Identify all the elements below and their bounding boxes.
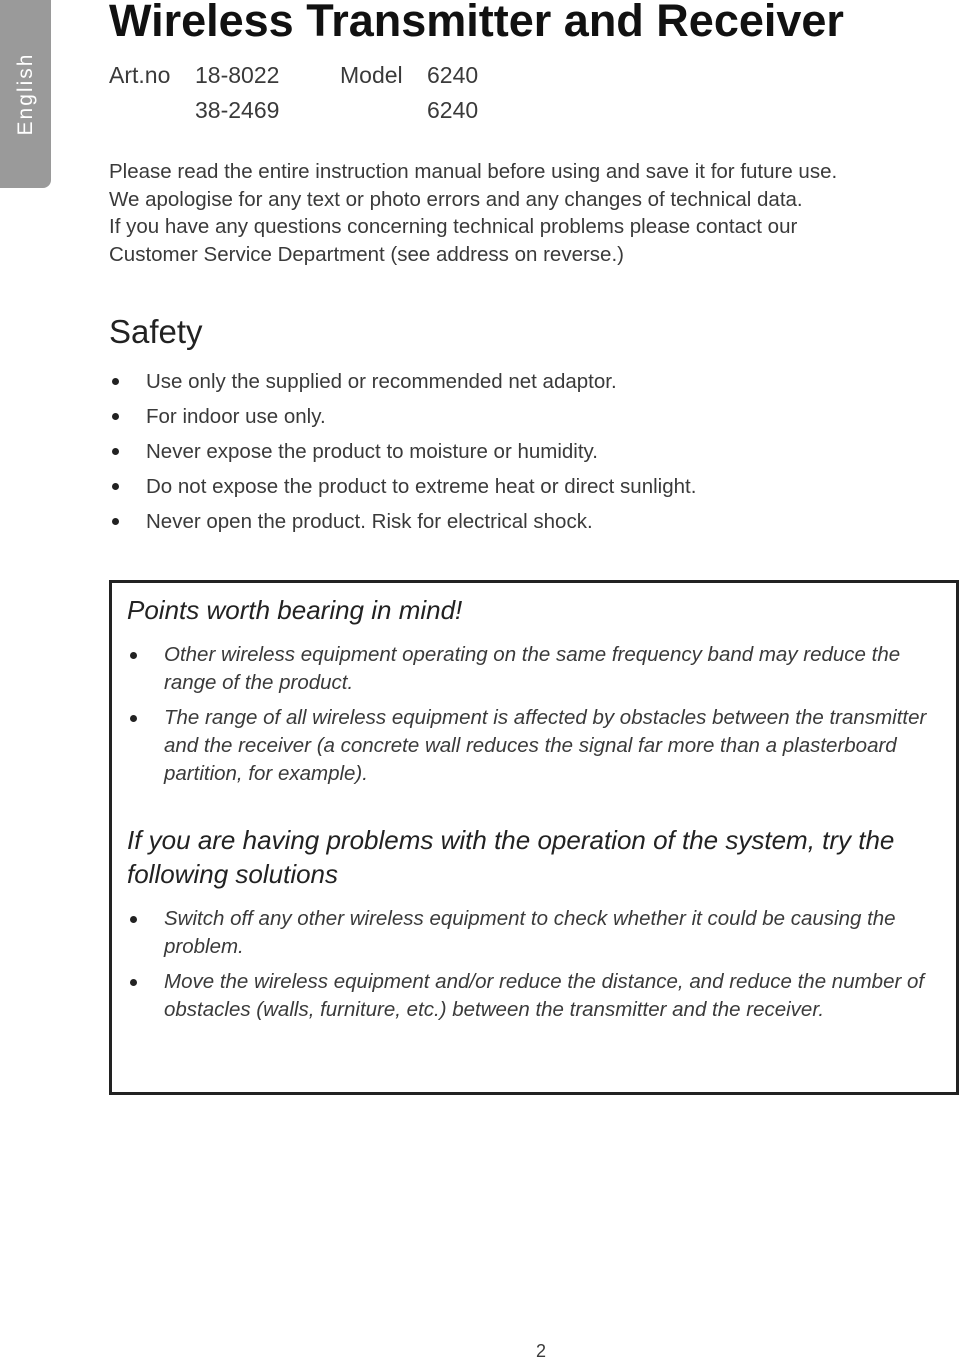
list-item: Other wireless equipment operating on the same frequency band may reduce the range of the product. [127, 641, 937, 697]
model-label: Model [340, 62, 403, 88]
list-item: Never open the product. Risk for electrical shock. [109, 508, 909, 543]
page-title: Wireless Transmitter and Receiver [109, 0, 844, 46]
points-heading: Points worth bearing in mind! [127, 595, 463, 625]
list-item: Do not expose the product to extreme heat or direct sunlight. [109, 473, 909, 508]
art-no-value: 18-8022 [195, 62, 280, 88]
language-tab-label: English [13, 52, 37, 136]
language-tab [0, 0, 51, 188]
list-item: Switch off any other wireless equipment to check whether it could be causing the problem. [127, 905, 937, 961]
intro-paragraph [109, 158, 909, 268]
bullet-icon [112, 448, 119, 455]
bullet-icon [130, 652, 137, 659]
art-no-value: 38-2469 [195, 97, 280, 123]
bullet-icon [112, 413, 119, 420]
bullet-icon [130, 979, 137, 986]
troubleshooting-heading: If you are having problems with the operation of the system, try the following solutions [127, 825, 895, 889]
bullet-icon [112, 378, 119, 385]
list-item: Move the wireless equipment and/or reduce the distance, and reduce the number of obstacles (walls, furniture, etc.) between the transmitter and the receiver. [127, 968, 937, 1024]
points-list [127, 641, 937, 788]
intro-line: If you have any questions concerning technical problems please contact our [109, 215, 798, 238]
safety-list [109, 368, 909, 543]
intro-line: We apologise for any text or photo errors and any changes of technical data. [109, 187, 803, 211]
list-item: Never expose the product to moisture or humidity. [109, 438, 909, 473]
list-item: The range of all wireless equipment is affected by obstacles between the transmitter and the receiver (a concrete wall reduces the signal far more than a plasterboard partition, for example). [127, 704, 937, 788]
art-no-label: Art.no [109, 62, 171, 88]
intro-line: Please read the entire instruction manual before using and save it for future use. [109, 160, 838, 183]
list-item: For indoor use only. [109, 403, 909, 438]
safety-heading: Safety [109, 313, 203, 350]
model-value: 6240 [427, 62, 479, 88]
page-number: 2 [536, 1341, 547, 1361]
bullet-icon [130, 916, 137, 923]
bullet-icon [130, 715, 137, 722]
intro-line: Customer Service Department (see address on reverse.) [109, 242, 624, 266]
tips-box [109, 580, 959, 1095]
troubleshooting-list [127, 905, 937, 1024]
list-item: Use only the supplied or recommended net adaptor. [109, 368, 909, 403]
bullet-icon [112, 483, 119, 490]
model-value: 6240 [427, 97, 479, 123]
bullet-icon [112, 518, 119, 525]
